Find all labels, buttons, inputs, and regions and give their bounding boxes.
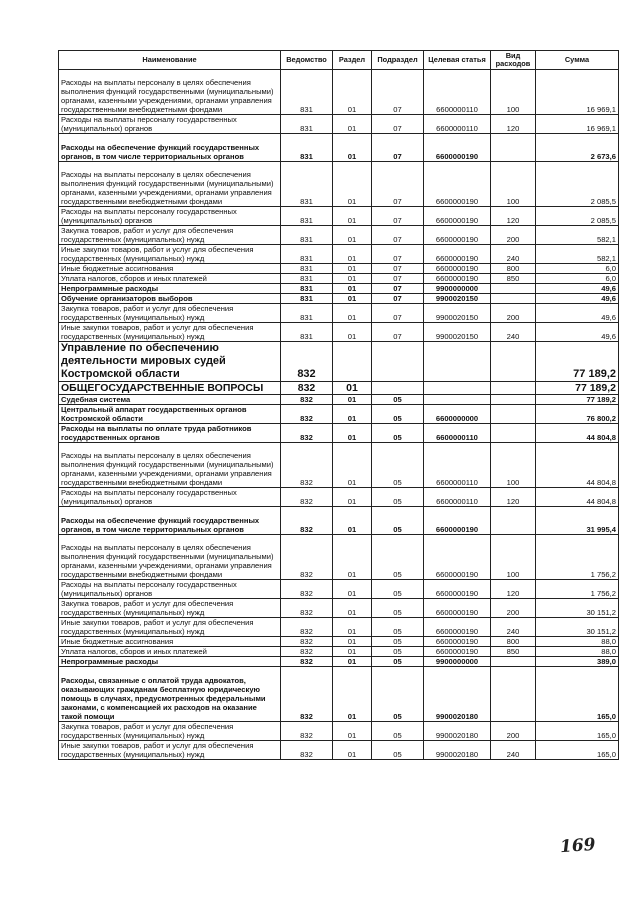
row-department: 832 (281, 657, 333, 667)
row-name: Расходы на выплаты персоналу в целях обеспечения выполнения функций государственными (муниципальными) органами, казенными учреждениями, органами управления государственными внебюджетными фондами (59, 535, 281, 580)
row-department: 832 (281, 488, 333, 507)
row-subsection: 05 (372, 667, 424, 722)
row-subsection: 05 (372, 395, 424, 405)
row-department: 831 (281, 274, 333, 284)
table-row (59, 382, 619, 395)
table-row (59, 395, 619, 405)
row-expense-type (491, 424, 536, 443)
row-amount: 165,0 (536, 741, 619, 760)
row-department: 832 (281, 637, 333, 647)
row-amount: 1 756,2 (536, 535, 619, 580)
row-target-article: 6600000110 (424, 70, 491, 115)
row-section: 01 (333, 395, 372, 405)
row-department: 832 (281, 443, 333, 488)
row-amount: 1 756,2 (536, 580, 619, 599)
row-name: Расходы на выплаты персоналу государственных (муниципальных) органов (59, 115, 281, 134)
row-name: Расходы на выплаты персоналу в целях обеспечения выполнения функций государственными (муниципальными) органами, казенными учреждениями, органами управления государственными внебюджетными фондами (59, 162, 281, 207)
header-department: Ведомство (281, 51, 333, 70)
row-subsection: 07 (372, 274, 424, 284)
row-name: Иные бюджетные ассигнования (59, 637, 281, 647)
row-section: 01 (333, 274, 372, 284)
row-target-article: 9900020180 (424, 667, 491, 722)
row-section: 01 (333, 647, 372, 657)
page-number: 169 (559, 834, 597, 858)
row-section: 01 (333, 134, 372, 162)
row-subsection: 05 (372, 647, 424, 657)
header-subsection: Подраздел (372, 51, 424, 70)
row-subsection (372, 342, 424, 382)
table-row (59, 488, 619, 507)
row-target-article (424, 395, 491, 405)
row-section: 01 (333, 304, 372, 323)
row-department: 832 (281, 580, 333, 599)
row-target-article: 6600000110 (424, 488, 491, 507)
row-expense-type: 100 (491, 70, 536, 115)
row-target-article: 6600000190 (424, 264, 491, 274)
row-section: 01 (333, 294, 372, 304)
row-subsection: 07 (372, 70, 424, 115)
row-subsection: 05 (372, 637, 424, 647)
row-amount: 49,6 (536, 284, 619, 294)
header-expense-type: Вид расходов (491, 51, 536, 70)
row-expense-type: 120 (491, 207, 536, 226)
row-subsection (372, 382, 424, 395)
row-amount: 2 673,6 (536, 134, 619, 162)
row-department: 832 (281, 647, 333, 657)
table-row (59, 294, 619, 304)
row-department: 832 (281, 667, 333, 722)
row-target-article: 6600000190 (424, 599, 491, 618)
table-row (59, 162, 619, 207)
row-subsection: 07 (372, 304, 424, 323)
row-name: Непрограммные расходы (59, 284, 281, 294)
row-department: 832 (281, 535, 333, 580)
table-row (59, 284, 619, 294)
row-subsection: 05 (372, 535, 424, 580)
row-expense-type: 240 (491, 741, 536, 760)
row-target-article: 6600000190 (424, 647, 491, 657)
row-expense-type (491, 134, 536, 162)
row-subsection: 05 (372, 443, 424, 488)
row-section: 01 (333, 323, 372, 342)
row-amount: 165,0 (536, 722, 619, 741)
table-row (59, 741, 619, 760)
row-amount: 16 969,1 (536, 70, 619, 115)
row-section: 01 (333, 618, 372, 637)
row-expense-type: 100 (491, 162, 536, 207)
row-amount: 165,0 (536, 667, 619, 722)
row-expense-type (491, 395, 536, 405)
row-expense-type: 800 (491, 637, 536, 647)
row-expense-type (491, 284, 536, 294)
row-name: Расходы на обеспечение функций государственных органов, в том числе территориальных органов (59, 134, 281, 162)
table-row (59, 226, 619, 245)
row-expense-type: 850 (491, 647, 536, 657)
row-section: 01 (333, 667, 372, 722)
table-row (59, 637, 619, 647)
row-subsection: 05 (372, 424, 424, 443)
row-department: 831 (281, 284, 333, 294)
header-target-article: Целевая статья (424, 51, 491, 70)
row-target-article: 6600000190 (424, 226, 491, 245)
row-target-article: 6600000190 (424, 507, 491, 535)
row-name: Закупка товаров, работ и услуг для обеспечения государственных (муниципальных) нужд (59, 304, 281, 323)
row-name: Иные бюджетные ассигнования (59, 264, 281, 274)
row-target-article: 6600000190 (424, 162, 491, 207)
row-expense-type: 120 (491, 115, 536, 134)
table-row (59, 70, 619, 115)
table-row (59, 323, 619, 342)
row-department: 831 (281, 162, 333, 207)
row-name: Уплата налогов, сборов и иных платежей (59, 274, 281, 284)
row-target-article (424, 382, 491, 395)
row-subsection: 07 (372, 134, 424, 162)
row-expense-type (491, 342, 536, 382)
row-department: 831 (281, 207, 333, 226)
row-target-article: 6600000190 (424, 618, 491, 637)
row-expense-type (491, 507, 536, 535)
row-name: Центральный аппарат государственных органов Костромской области (59, 405, 281, 424)
row-department: 832 (281, 722, 333, 741)
row-amount: 31 995,4 (536, 507, 619, 535)
row-expense-type: 240 (491, 245, 536, 264)
row-section: 01 (333, 207, 372, 226)
row-expense-type: 240 (491, 323, 536, 342)
row-target-article: 6600000190 (424, 134, 491, 162)
row-section: 01 (333, 580, 372, 599)
row-department: 832 (281, 342, 333, 382)
table-row (59, 264, 619, 274)
row-section: 01 (333, 507, 372, 535)
row-section: 01 (333, 245, 372, 264)
row-section: 01 (333, 535, 372, 580)
row-section: 01 (333, 264, 372, 274)
row-department: 832 (281, 395, 333, 405)
row-expense-type: 200 (491, 599, 536, 618)
row-name: Расходы на обеспечение функций государственных органов, в том числе территориальных органов (59, 507, 281, 535)
row-section: 01 (333, 284, 372, 294)
table-row (59, 722, 619, 741)
row-name: Расходы на выплаты персоналу государственных (муниципальных) органов (59, 207, 281, 226)
row-subsection: 07 (372, 284, 424, 294)
row-subsection: 07 (372, 207, 424, 226)
row-subsection: 05 (372, 618, 424, 637)
row-subsection: 05 (372, 722, 424, 741)
table-row (59, 667, 619, 722)
row-target-article: 6600000110 (424, 443, 491, 488)
row-name: ОБЩЕГОСУДАРСТВЕННЫЕ ВОПРОСЫ (59, 382, 281, 395)
row-amount: 77 189,2 (536, 382, 619, 395)
row-department: 831 (281, 294, 333, 304)
budget-table (58, 50, 619, 760)
row-name: Уплата налогов, сборов и иных платежей (59, 647, 281, 657)
row-department: 831 (281, 245, 333, 264)
row-section: 01 (333, 382, 372, 395)
row-department: 832 (281, 382, 333, 395)
row-amount: 6,0 (536, 264, 619, 274)
row-target-article: 6600000190 (424, 535, 491, 580)
row-name: Управление по обеспечению деятельности мировых судей Костромской области (59, 342, 281, 382)
table-row (59, 599, 619, 618)
header-amount: Сумма (536, 51, 619, 70)
row-subsection: 05 (372, 507, 424, 535)
row-section: 01 (333, 599, 372, 618)
row-target-article: 9900020180 (424, 722, 491, 741)
row-name: Судебная система (59, 395, 281, 405)
row-subsection: 05 (372, 657, 424, 667)
table-body (59, 70, 619, 760)
row-name: Иные закупки товаров, работ и услуг для обеспечения государственных (муниципальных) нужд (59, 741, 281, 760)
row-amount: 389,0 (536, 657, 619, 667)
row-department: 832 (281, 618, 333, 637)
row-expense-type: 200 (491, 226, 536, 245)
row-expense-type: 200 (491, 722, 536, 741)
row-amount: 44 804,8 (536, 424, 619, 443)
row-subsection: 07 (372, 226, 424, 245)
row-amount: 88,0 (536, 637, 619, 647)
row-expense-type: 240 (491, 618, 536, 637)
row-name: Непрограммные расходы (59, 657, 281, 667)
row-amount: 30 151,2 (536, 599, 619, 618)
row-expense-type (491, 657, 536, 667)
row-department: 831 (281, 304, 333, 323)
row-target-article: 6600000190 (424, 245, 491, 264)
row-name: Расходы на выплаты по оплате труда работников государственных органов (59, 424, 281, 443)
row-target-article: 6600000000 (424, 405, 491, 424)
row-department: 831 (281, 70, 333, 115)
row-expense-type: 200 (491, 304, 536, 323)
row-department: 832 (281, 599, 333, 618)
row-target-article: 9900000000 (424, 657, 491, 667)
row-amount: 77 189,2 (536, 342, 619, 382)
row-amount: 49,6 (536, 323, 619, 342)
table-row (59, 207, 619, 226)
row-subsection: 07 (372, 264, 424, 274)
row-name: Обучение организаторов выборов (59, 294, 281, 304)
row-target-article: 9900020180 (424, 741, 491, 760)
row-expense-type: 100 (491, 443, 536, 488)
row-section: 01 (333, 405, 372, 424)
row-amount: 16 969,1 (536, 115, 619, 134)
table-row (59, 580, 619, 599)
row-department: 831 (281, 134, 333, 162)
row-section: 01 (333, 637, 372, 647)
row-name: Закупка товаров, работ и услуг для обеспечения государственных (муниципальных) нужд (59, 722, 281, 741)
row-name: Расходы на выплаты персоналу в целях обеспечения выполнения функций государственными (муниципальными) органами, казенными учреждениями, органами управления государственными внебюджетными фондами (59, 443, 281, 488)
table-row (59, 618, 619, 637)
row-expense-type (491, 294, 536, 304)
row-target-article: 9900020150 (424, 323, 491, 342)
row-department: 832 (281, 424, 333, 443)
row-subsection: 05 (372, 488, 424, 507)
row-department: 832 (281, 741, 333, 760)
row-expense-type: 100 (491, 535, 536, 580)
row-amount: 2 085,5 (536, 162, 619, 207)
table-row (59, 274, 619, 284)
row-amount: 76 800,2 (536, 405, 619, 424)
row-expense-type: 800 (491, 264, 536, 274)
table-row (59, 535, 619, 580)
row-name: Расходы на выплаты персоналу в целях обеспечения выполнения функций государственными (муниципальными) органами, казенными учреждениями, органами управления государственными внебюджетными фондами (59, 70, 281, 115)
row-amount: 30 151,2 (536, 618, 619, 637)
table-row (59, 443, 619, 488)
table-row (59, 424, 619, 443)
row-name: Иные закупки товаров, работ и услуг для обеспечения государственных (муниципальных) нужд (59, 618, 281, 637)
row-amount: 582,1 (536, 245, 619, 264)
row-section: 01 (333, 741, 372, 760)
row-section: 01 (333, 226, 372, 245)
row-subsection: 05 (372, 405, 424, 424)
table-row (59, 115, 619, 134)
row-name: Расходы, связанные с оплатой труда адвокатов, оказывающих гражданам бесплатную юридическую помощь в случаях, предусмотренных федеральными законами, с компенсацией их расходов на оказание такой помощи (59, 667, 281, 722)
table-row (59, 647, 619, 657)
table-header-row (59, 51, 619, 70)
row-amount: 77 189,2 (536, 395, 619, 405)
row-amount: 6,0 (536, 274, 619, 284)
row-name: Иные закупки товаров, работ и услуг для обеспечения государственных (муниципальных) нужд (59, 245, 281, 264)
row-amount: 88,0 (536, 647, 619, 657)
row-department: 831 (281, 323, 333, 342)
table-row (59, 405, 619, 424)
row-amount: 44 804,8 (536, 443, 619, 488)
table-row (59, 342, 619, 382)
row-subsection: 07 (372, 323, 424, 342)
row-amount: 44 804,8 (536, 488, 619, 507)
row-expense-type (491, 667, 536, 722)
row-subsection: 05 (372, 580, 424, 599)
row-subsection: 05 (372, 741, 424, 760)
row-section (333, 342, 372, 382)
header-section: Раздел (333, 51, 372, 70)
row-expense-type: 120 (491, 580, 536, 599)
row-section: 01 (333, 115, 372, 134)
row-department: 832 (281, 507, 333, 535)
row-amount: 2 085,5 (536, 207, 619, 226)
row-subsection: 07 (372, 294, 424, 304)
row-subsection: 07 (372, 245, 424, 264)
row-department: 831 (281, 264, 333, 274)
table-row (59, 657, 619, 667)
row-department: 831 (281, 115, 333, 134)
row-name: Иные закупки товаров, работ и услуг для обеспечения государственных (муниципальных) нужд (59, 323, 281, 342)
row-section: 01 (333, 162, 372, 207)
table-row (59, 245, 619, 264)
row-expense-type (491, 405, 536, 424)
row-section: 01 (333, 424, 372, 443)
row-section: 01 (333, 488, 372, 507)
row-name: Закупка товаров, работ и услуг для обеспечения государственных (муниципальных) нужд (59, 226, 281, 245)
row-target-article: 6600000190 (424, 274, 491, 284)
row-amount: 49,6 (536, 294, 619, 304)
row-expense-type: 120 (491, 488, 536, 507)
row-name: Расходы на выплаты персоналу государственных (муниципальных) органов (59, 580, 281, 599)
row-subsection: 07 (372, 162, 424, 207)
row-target-article (424, 342, 491, 382)
row-target-article: 6600000190 (424, 580, 491, 599)
row-expense-type (491, 382, 536, 395)
row-name: Расходы на выплаты персоналу государственных (муниципальных) органов (59, 488, 281, 507)
row-amount: 582,1 (536, 226, 619, 245)
row-expense-type: 850 (491, 274, 536, 284)
header-name: Наименование (59, 51, 281, 70)
row-target-article: 6600000190 (424, 637, 491, 647)
row-section: 01 (333, 443, 372, 488)
row-amount: 49,6 (536, 304, 619, 323)
table-row (59, 304, 619, 323)
row-section: 01 (333, 722, 372, 741)
row-section: 01 (333, 657, 372, 667)
row-target-article: 9900000000 (424, 284, 491, 294)
row-subsection: 05 (372, 599, 424, 618)
row-subsection: 07 (372, 115, 424, 134)
row-section: 01 (333, 70, 372, 115)
row-target-article: 6600000110 (424, 424, 491, 443)
row-target-article: 6600000190 (424, 207, 491, 226)
table-row (59, 507, 619, 535)
row-target-article: 9900020150 (424, 294, 491, 304)
table-row (59, 134, 619, 162)
row-department: 831 (281, 226, 333, 245)
row-target-article: 6600000110 (424, 115, 491, 134)
row-target-article: 9900020150 (424, 304, 491, 323)
row-department: 832 (281, 405, 333, 424)
row-name: Закупка товаров, работ и услуг для обеспечения государственных (муниципальных) нужд (59, 599, 281, 618)
